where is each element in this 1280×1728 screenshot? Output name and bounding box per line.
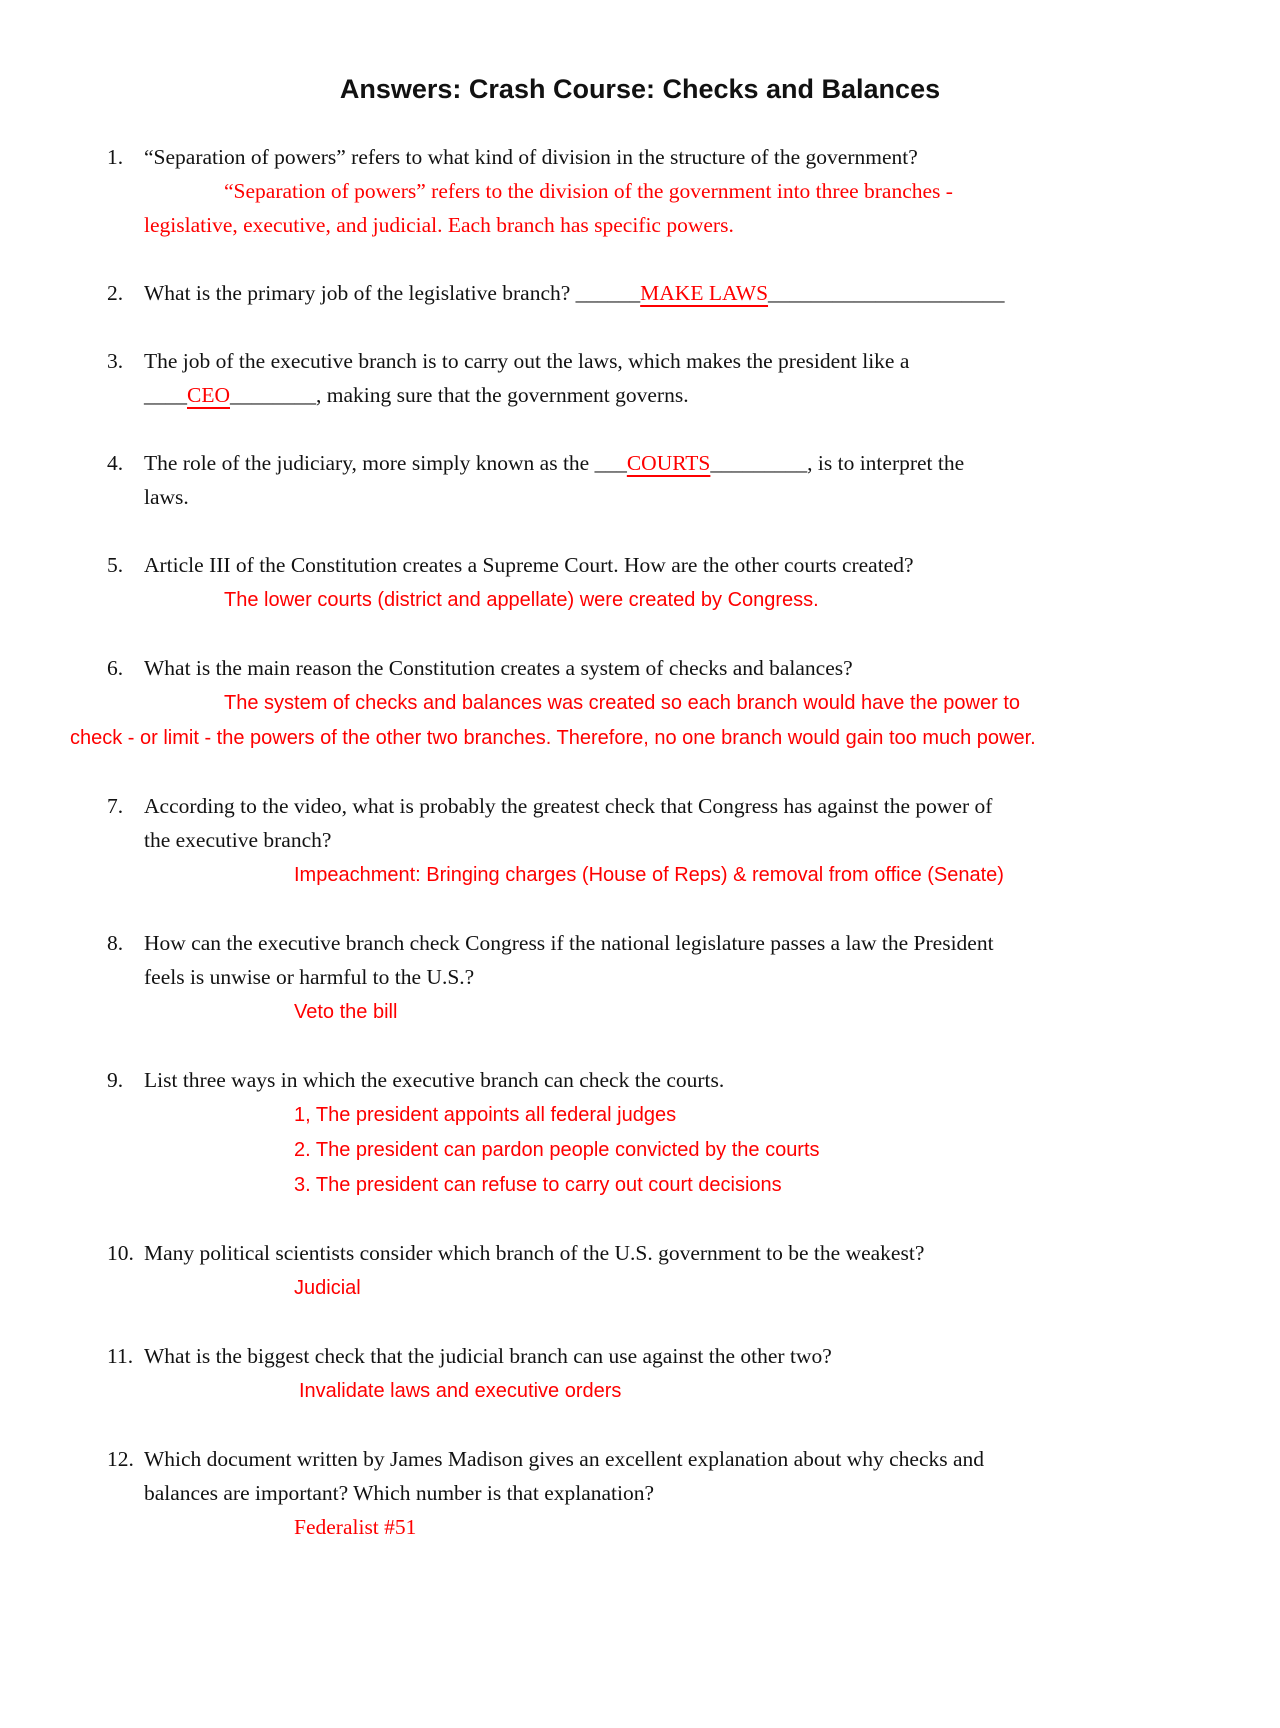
question-line <box>294 1097 1280 1132</box>
question-number: 2. <box>107 281 124 305</box>
question-line <box>294 1167 1280 1202</box>
question-number: 12. <box>107 1447 134 1471</box>
blank-line: ______ <box>575 281 641 305</box>
question-body <box>144 548 1280 617</box>
blank-line: ___ <box>594 451 627 475</box>
question-text: Many political scientists consider which branch of the U.S. government to be the weakest? <box>144 1241 925 1265</box>
question-line <box>299 1373 1280 1408</box>
question-number: 1. <box>107 145 124 169</box>
question-line <box>144 140 1280 174</box>
question-number: 3. <box>107 349 124 373</box>
answer-text-serif: “Separation of powers” refers to the division of the government into three branches - <box>224 179 953 203</box>
question-number: 5. <box>107 553 124 577</box>
answer-blank-text: CEO <box>187 383 230 407</box>
question-line <box>224 174 1280 208</box>
question-item <box>0 1442 1280 1544</box>
question-body <box>144 344 1280 412</box>
answer-text: check - or limit - the powers of the other two branches. Therefore, no one branch would gain too much power. <box>70 727 1036 749</box>
question-text: What is the main reason the Constitution creates a system of checks and balances? <box>144 656 853 680</box>
question-item <box>0 1339 1280 1408</box>
question-text: , is to interpret the <box>807 451 965 475</box>
question-body <box>144 926 1280 1029</box>
question-item <box>0 446 1280 514</box>
blank-line: ____ <box>144 383 187 407</box>
answer-text: Impeachment: Bringing charges (House of Reps) & removal from office (Senate) <box>294 864 1004 886</box>
question-line <box>144 480 1280 514</box>
question-number: 11. <box>107 1344 134 1368</box>
answer-text: The system of checks and balances was created so each branch would have the power to <box>224 692 1021 714</box>
question-body <box>144 1442 1280 1544</box>
question-line <box>144 1476 1280 1510</box>
question-line <box>294 1510 1280 1544</box>
question-text: laws. <box>144 485 189 509</box>
question-line <box>224 582 1280 617</box>
question-line <box>144 1339 1280 1373</box>
question-text: , making sure that the government governs. <box>316 383 689 407</box>
answer-text-serif: legislative, executive, and judicial. Each branch has specific powers. <box>144 213 734 237</box>
question-item <box>0 344 1280 412</box>
question-item <box>0 548 1280 617</box>
question-text: What is the biggest check that the judicial branch can use against the other two? <box>144 1344 832 1368</box>
question-line <box>224 685 1280 720</box>
answer-text: 1, The president appoints all federal judges <box>294 1104 677 1126</box>
question-text: Which document written by James Madison gives an excellent explanation about why checks and <box>144 1447 985 1471</box>
question-body <box>144 1236 1280 1305</box>
question-line <box>144 926 1280 960</box>
question-text: balances are important? Which number is that explanation? <box>144 1481 655 1505</box>
question-item <box>0 789 1280 892</box>
answer-blank-text: MAKE LAWS <box>640 281 769 305</box>
question-body <box>144 789 1280 892</box>
blank-line: _________ <box>710 451 808 475</box>
question-line <box>144 344 1280 378</box>
question-item <box>0 651 1280 755</box>
answer-text-serif: Federalist #51 <box>294 1515 417 1539</box>
page-title: Answers: Crash Course: Checks and Balances <box>339 74 941 104</box>
question-number: 6. <box>107 656 124 680</box>
question-line <box>144 1442 1280 1476</box>
question-line <box>144 789 1280 823</box>
question-line <box>144 276 1280 310</box>
question-item <box>0 1236 1280 1305</box>
question-line <box>144 548 1280 582</box>
blank-line: ________ <box>230 383 316 407</box>
question-item <box>0 140 1280 242</box>
answer-text: Veto the bill <box>294 1001 398 1023</box>
question-body <box>144 140 1280 242</box>
question-body <box>144 1339 1280 1408</box>
question-number: 9. <box>107 1068 124 1092</box>
question-text: According to the video, what is probably the greatest check that Congress has against the power of <box>144 794 993 818</box>
question-item <box>0 926 1280 1029</box>
answer-text: Invalidate laws and executive orders <box>299 1380 622 1402</box>
question-text: What is the primary job of the legislative branch? <box>144 281 576 305</box>
question-line <box>144 960 1280 994</box>
question-text: List three ways in which the executive branch can check the courts. <box>144 1068 725 1092</box>
question-text: How can the executive branch check Congress if the national legislature passes a law the President <box>144 931 994 955</box>
question-body <box>144 276 1280 310</box>
question-line <box>144 1063 1280 1097</box>
question-line <box>294 1132 1280 1167</box>
question-text: feels is unwise or harmful to the U.S.? <box>144 965 475 989</box>
question-number: 7. <box>107 794 124 818</box>
question-body <box>70 651 1280 755</box>
question-body <box>144 446 1280 514</box>
answer-text: Judicial <box>294 1277 361 1299</box>
document-page <box>0 72 1280 1728</box>
question-text: “Separation of powers” refers to what kind of division in the structure of the government? <box>144 145 918 169</box>
blank-line: ______________________ <box>768 281 1005 305</box>
question-line <box>144 823 1280 857</box>
question-line <box>294 994 1280 1029</box>
answer-text: 2. The president can pardon people convicted by the courts <box>294 1139 820 1161</box>
question-line <box>294 1270 1280 1305</box>
question-line <box>294 857 1280 892</box>
question-line <box>144 208 1280 242</box>
answer-blank-text: COURTS <box>626 451 711 475</box>
question-line <box>144 651 1280 685</box>
questions-list <box>0 140 1280 1544</box>
question-line <box>144 1236 1280 1270</box>
answer-text: The lower courts (district and appellate) were created by Congress. <box>224 589 819 611</box>
question-text: the executive branch? <box>144 828 332 852</box>
question-number: 8. <box>107 931 124 955</box>
question-text: The role of the judiciary, more simply known as the <box>144 451 595 475</box>
question-text: The job of the executive branch is to carry out the laws, which makes the president like a <box>144 349 910 373</box>
question-line <box>144 446 1280 480</box>
question-number: 4. <box>107 451 124 475</box>
answer-text: 3. The president can refuse to carry out court decisions <box>294 1174 782 1196</box>
question-body <box>144 1063 1280 1202</box>
question-item <box>0 1063 1280 1202</box>
question-item <box>0 276 1280 310</box>
question-line <box>70 720 1280 755</box>
question-text: Article III of the Constitution creates a Supreme Court. How are the other courts created? <box>144 553 914 577</box>
question-number: 10. <box>107 1241 134 1265</box>
question-line <box>144 378 1280 412</box>
